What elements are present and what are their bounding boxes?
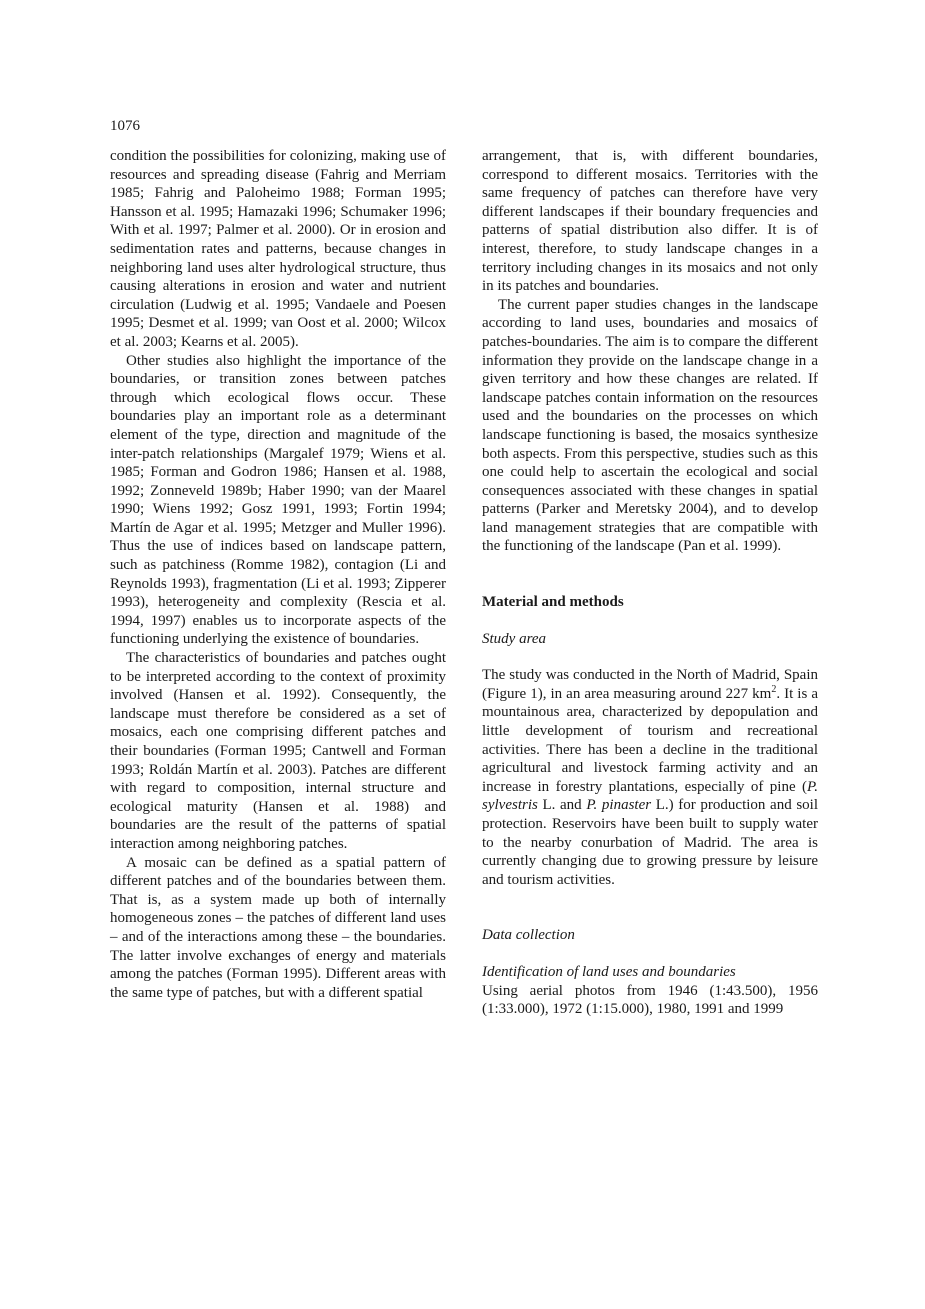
left-column xyxy=(110,147,446,1002)
paragraph: The current paper studies changes in the landscape according to land uses, boundaries and mosaics of patches-boundaries. The aim is to compare the different information they provide on the landscape change in a given territory and how these changes are related. If landscape patches contain information on the resources used and the boundaries on the processes on which landscape functioning is based, the mosaics synthesize both aspects. From this perspective, studies such as this one could help to ascertain the ecological and social consequences associated with these changes in spatial patterns (Parker and Meretsky 2004), and to develop land management strategies that are compatible with the functioning of the landscape (Pan et al. 1999). xyxy=(482,296,818,555)
page-number: 1076 xyxy=(110,118,140,134)
paragraph: arrangement, that is, with different boundaries, correspond to different mosaics. Territories with the same frequency of patches can therefore have very different landscapes if their boundary frequencies and patterns of spatial distribution also differ. It is of interest, therefore, to study landscape changes in a territory including changes in its mosaics and not only in its patches and boundaries. xyxy=(482,148,818,295)
section-heading: Material and methods xyxy=(482,594,624,611)
sub-subsection-heading: Identification of land uses and boundaries xyxy=(482,963,736,980)
paragraph: Using aerial photos from 1946 (1:43.500), 1956 (1:33.000), 1972 (1:15.000), 1980, 1991 and 1999 xyxy=(482,982,818,1018)
paragraph: The characteristics of boundaries and patches ought to be interpreted according to the context of proximity involved (Hansen et al. 1992). Consequently, the landscape must therefore be considered as a set of mosaics, each one comprising different patches and their boundaries (Forman 1995; Cantwell and Forman 1993; Roldán Martín et al. 2003). Patches are different with regard to composition, internal structure and ecological maturity (Hansen et al. 1988) and boundaries are the result of the patterns of spatial interaction among neighboring patches. xyxy=(110,650,446,852)
paragraph: A mosaic can be defined as a spatial pattern of different patches and of the boundaries between them. That is, as a system made up both of internally homogeneous zones – the patches of different land uses – and of the interactions among these – the boundaries. The latter involve exchanges of energy and materials among the patches (Forman 1995). Different areas with the same type of patches, but with a different spatial xyxy=(110,854,446,1001)
paragraph: condition the possibilities for colonizing, making use of resources and spreading disease (Fahrig and Merriam 1985; Fahrig and Paloheimo 1988; Forman 1995; Hansson et al. 1995; Hamazaki 1996; Schumaker 1996; With et al. 1997; Palmer et al. 2000). Or in erosion and sedimentation rates and patterns, because changes in neighboring land uses alter hydrological structure, thus causing alterations in erosion and water and nutrient circulation (Ludwig et al. 1995; Vandaele and Poesen 1995; Desmet et al. 1999; van Oost et al. 2000; Wilcox et al. 2003; Kearns et al. 2005). xyxy=(110,148,446,350)
subsection-heading: Data collection xyxy=(482,927,575,944)
subsection-heading: Study area xyxy=(482,630,547,647)
paragraph: The study was conducted in the North of Madrid, Spain (Figure 1), in an area measuring around 227 $km^2$. It is a mountainous area, characterized by depopulation and little development of tourism and recreational activities. There has been a decline in the traditional agricultural and livestock farming activity and an increase in forestry plantations, especially of pine (P. sylvestris L. and P. pinaster L.) for production and soil protection. Reservoirs have been built to supply water to the nearby conurbation of Madrid. The area is currently changing due to growing pressure by leisure and tourism activities. xyxy=(482,667,819,888)
right-column xyxy=(482,147,818,1019)
paragraph: Other studies also highlight the importance of the boundaries, or transition zones between patches through which ecological flows occur. These boundaries play an important role as a determinant element of the type, direction and magnitude of the inter-patch relationships (Margalef 1979; Wiens et al. 1985; Forman and Godron 1986; Hansen et al. 1988, 1992; Zonneveld 1989b; Haber 1990; van der Maarel 1990; Wiens 1992; Gosz 1991, 1993; Fortin 1994; Martín de Agar et al. 1995; Metzger and Muller 1996). Thus the use of indices based on landscape pattern, such as patchiness (Romme 1982), contagion (Li and Reynolds 1993), fragmentation (Li et al. 1993; Zipperer 1993), heterogeneity and complexity (Rescia et al. 1994, 1997) enables us to incorporate aspects of the functioning underlying the existence of boundaries. xyxy=(110,352,446,648)
